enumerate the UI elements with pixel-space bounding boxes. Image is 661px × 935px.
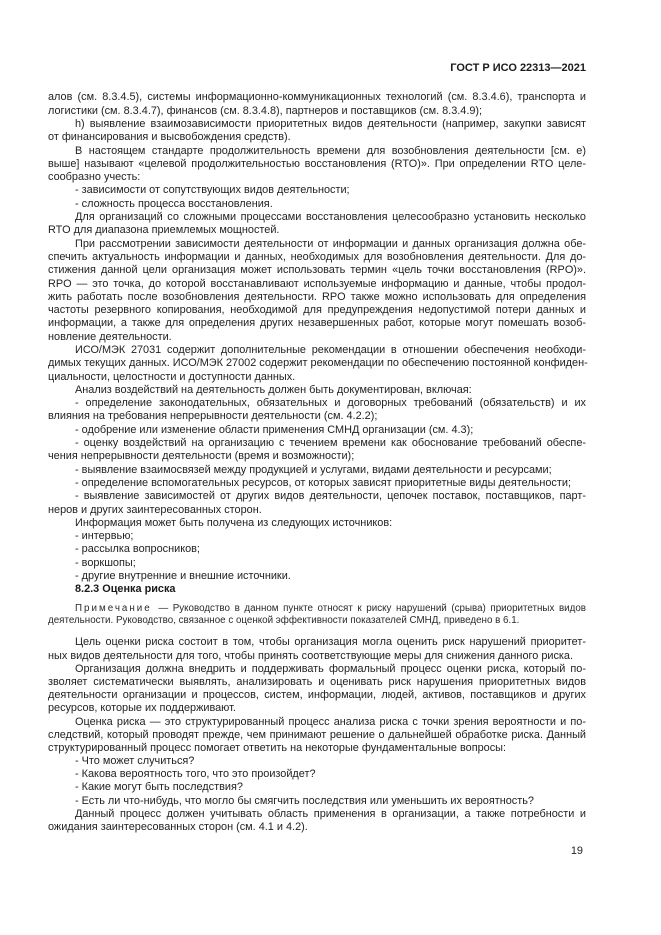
text-line: циальности, целостности и доступности данных. (48, 370, 296, 383)
paragraph (48, 145, 586, 185)
text-line: RPO — это точка, до которой восстанавливают используемые информацию и данные, чтобы продол- (48, 277, 586, 290)
paragraph (48, 384, 586, 397)
text-line: - оценку воздействий на организацию с течением времени как обоснование требований обеспе- (75, 437, 586, 450)
text-line: ресурсов, которые их поддерживают. (48, 702, 236, 715)
text-line: Организация должна внедрить и поддерживать формальный процесс оценки риска, который по- (75, 662, 586, 675)
text-line: зволяет систематически выявлять, анализировать и оценивать риск нарушения приоритетных видов (48, 675, 586, 688)
list-item (48, 530, 586, 543)
list-item (48, 397, 586, 424)
text-line: - другие внутренние и внешние источники. (75, 570, 291, 583)
list-item (48, 781, 586, 794)
text-line: Цель оценки риска состоит в том, чтобы организация могла оценить риск нарушений приоритет- (75, 636, 586, 649)
text-line: В настоящем стандарте продолжительность времени для возобновления деятельности [см. е) (75, 144, 586, 157)
list-item (48, 477, 586, 490)
text-line: структурированный процесс помогает ответить на некоторые фундаментальные вопросы: (48, 741, 507, 754)
list-item (48, 437, 586, 464)
text-line: логистики (см. 8.3.4.7), финансов (см. 8.3.4.8), партнеров и поставщиков (см. 8.3.4.9); (48, 104, 483, 117)
document-header: ГОСТ Р ИСО 22313—2021 (450, 62, 586, 74)
text-line: При рассмотрении зависимости деятельности от информации и данных организация должна обе- (75, 237, 586, 250)
text-line: частоты резервного копирования, необходимой для предупреждения недопустимой потери данных и (48, 304, 586, 317)
list-item (48, 557, 586, 570)
body-text-part-1 (48, 91, 586, 596)
note-line (48, 603, 586, 615)
text-line: информации, а также для определения других незавершенных работ, которые могут помешать возоб- (48, 317, 586, 330)
list-item (48, 570, 586, 583)
section-heading: 8.2.3 Оценка риска (75, 583, 176, 596)
note-line: деятельности. Руководство, связанное с оценкой эффективности показателей СМНД, приведено в 6.1. (48, 615, 520, 626)
text-line: - воркшопы; (75, 556, 136, 569)
body-text-part-2 (48, 636, 586, 834)
text-line: влияния на требования непрерывности деятельности (см. 4.2.2); (48, 410, 378, 423)
text-line: следствий, который проводят прежде, чем принимают решение о дальнейшей обработке риска. Данный (48, 728, 586, 741)
list-item (48, 490, 586, 517)
text-line: димых текущих данных. ИСО/МЭК 27002 содержит рекомендации по обеспечению постоянной конфиден- (48, 357, 588, 370)
text-line: стижения данной цели организация может использовать термин «цель точки восстановления (RPO)». (48, 264, 586, 277)
page-number: 19 (570, 845, 583, 857)
paragraph (48, 211, 586, 238)
text-line: Данный процесс должен учитывать область применения в организации, а также потребности и (75, 807, 586, 820)
text-line: алов (см. 8.3.4.5), системы информационно-коммуникационных технологий (см. 8.3.4.6), транспорта и (48, 91, 586, 104)
text-line: деятельности организации и процессов, систем, информации, людей, активов, поставщиков и других (48, 689, 586, 702)
paragraph (48, 636, 586, 662)
text-line: Оценка риска — это структурированный процесс анализа риска с точки зрения вероятности и по- (75, 715, 586, 728)
paragraph (48, 808, 586, 834)
text-line: - Какова вероятность того, что это произойдет? (75, 768, 316, 781)
text-line: - выявление зависимостей от других видов деятельности, цепочек поставок, поставщиков, парт- (75, 490, 586, 503)
paragraph (48, 663, 586, 716)
text-line: ИСО/МЭК 27031 содержит дополнительные рекомендации в отношении обеспечения необходи- (75, 343, 586, 356)
text-line: - выявление взаимосвязей между продукцией и услугами, видами деятельности и ресурсами; (75, 463, 552, 476)
list-item (48, 184, 586, 197)
text-line: выше] называют «целевой продолжительностью восстановления (RTO)». При определении RTO целе- (48, 157, 586, 170)
text-line: RTO для диапазона приемлемых мощностей. (48, 224, 280, 237)
list-item (48, 118, 586, 145)
text-line: ожидания заинтересованных сторон (см. 4.1 и 4.2). (48, 821, 308, 834)
text-line: - одобрение или изменение области применения СМНД организации (см. 4.3); (75, 423, 474, 436)
text-line: чения непрерывности деятельности (время и возможности); (48, 450, 355, 463)
list-item (48, 198, 586, 211)
text-line: Анализ воздействий на деятельность должен быть документирован, включая: (75, 383, 472, 396)
text-line: - сложность процесса восстановления. (75, 197, 273, 210)
text-line: новление деятельности. (48, 330, 172, 343)
list-item (48, 795, 586, 808)
paragraph (48, 238, 586, 344)
text-line: - определение вспомогательных ресурсов, от которых зависят приоритетные виды деятельности; (75, 476, 571, 489)
text-line: ных видов деятельности для того, чтобы принять соответствующие меры для снижения данного риска. (48, 649, 573, 662)
paragraph (48, 517, 586, 530)
text-line: - определение законодательных, обязательных и договорных требований (обязательств) и их (75, 397, 586, 410)
text-line: - Есть ли что-нибудь, что могло бы смягчить последствия или уменьшить их вероятность? (75, 794, 534, 807)
text-line: сообразно учесть: (48, 171, 141, 184)
note (48, 603, 586, 627)
note-text: — Руководство в данном пункте относят к риску нарушений (срыва) приоритетных видов (158, 603, 586, 614)
note-label: Примечание (75, 603, 152, 614)
text-line: - рассылка вопросников; (75, 543, 200, 556)
text-line: спечить актуальность информации и данных, необходимых для возобновления деятельности. Для до- (48, 250, 586, 263)
paragraph (48, 344, 586, 384)
paragraph (48, 716, 586, 756)
text-line: Для организаций со сложными процессами восстановления целесообразно установить несколько (75, 211, 586, 224)
text-line: неров и других заинтересованных сторон. (48, 503, 262, 516)
text-line: от финансирования и высвобождения средств). (48, 131, 291, 144)
text-line: - зависимости от сопутствующих видов деятельности; (75, 184, 350, 197)
text-line: - Что может случиться? (75, 755, 195, 768)
text-line: - Какие могут быть последствия? (75, 781, 243, 794)
text-line: h) выявление взаимозависимости приоритетных видов деятельности (например, закупки зависят (75, 117, 586, 130)
text-line: Информация может быть получена из следующих источников: (75, 516, 393, 529)
text-line: - интервью; (75, 530, 134, 543)
list-item (48, 755, 586, 768)
text-line: жить работать после возобновления деятельности. RPO также можно использовать для определения (48, 290, 586, 303)
paragraph (48, 91, 586, 118)
list-item (48, 543, 586, 556)
list-item (48, 424, 586, 437)
list-item (48, 464, 586, 477)
list-item (48, 768, 586, 781)
